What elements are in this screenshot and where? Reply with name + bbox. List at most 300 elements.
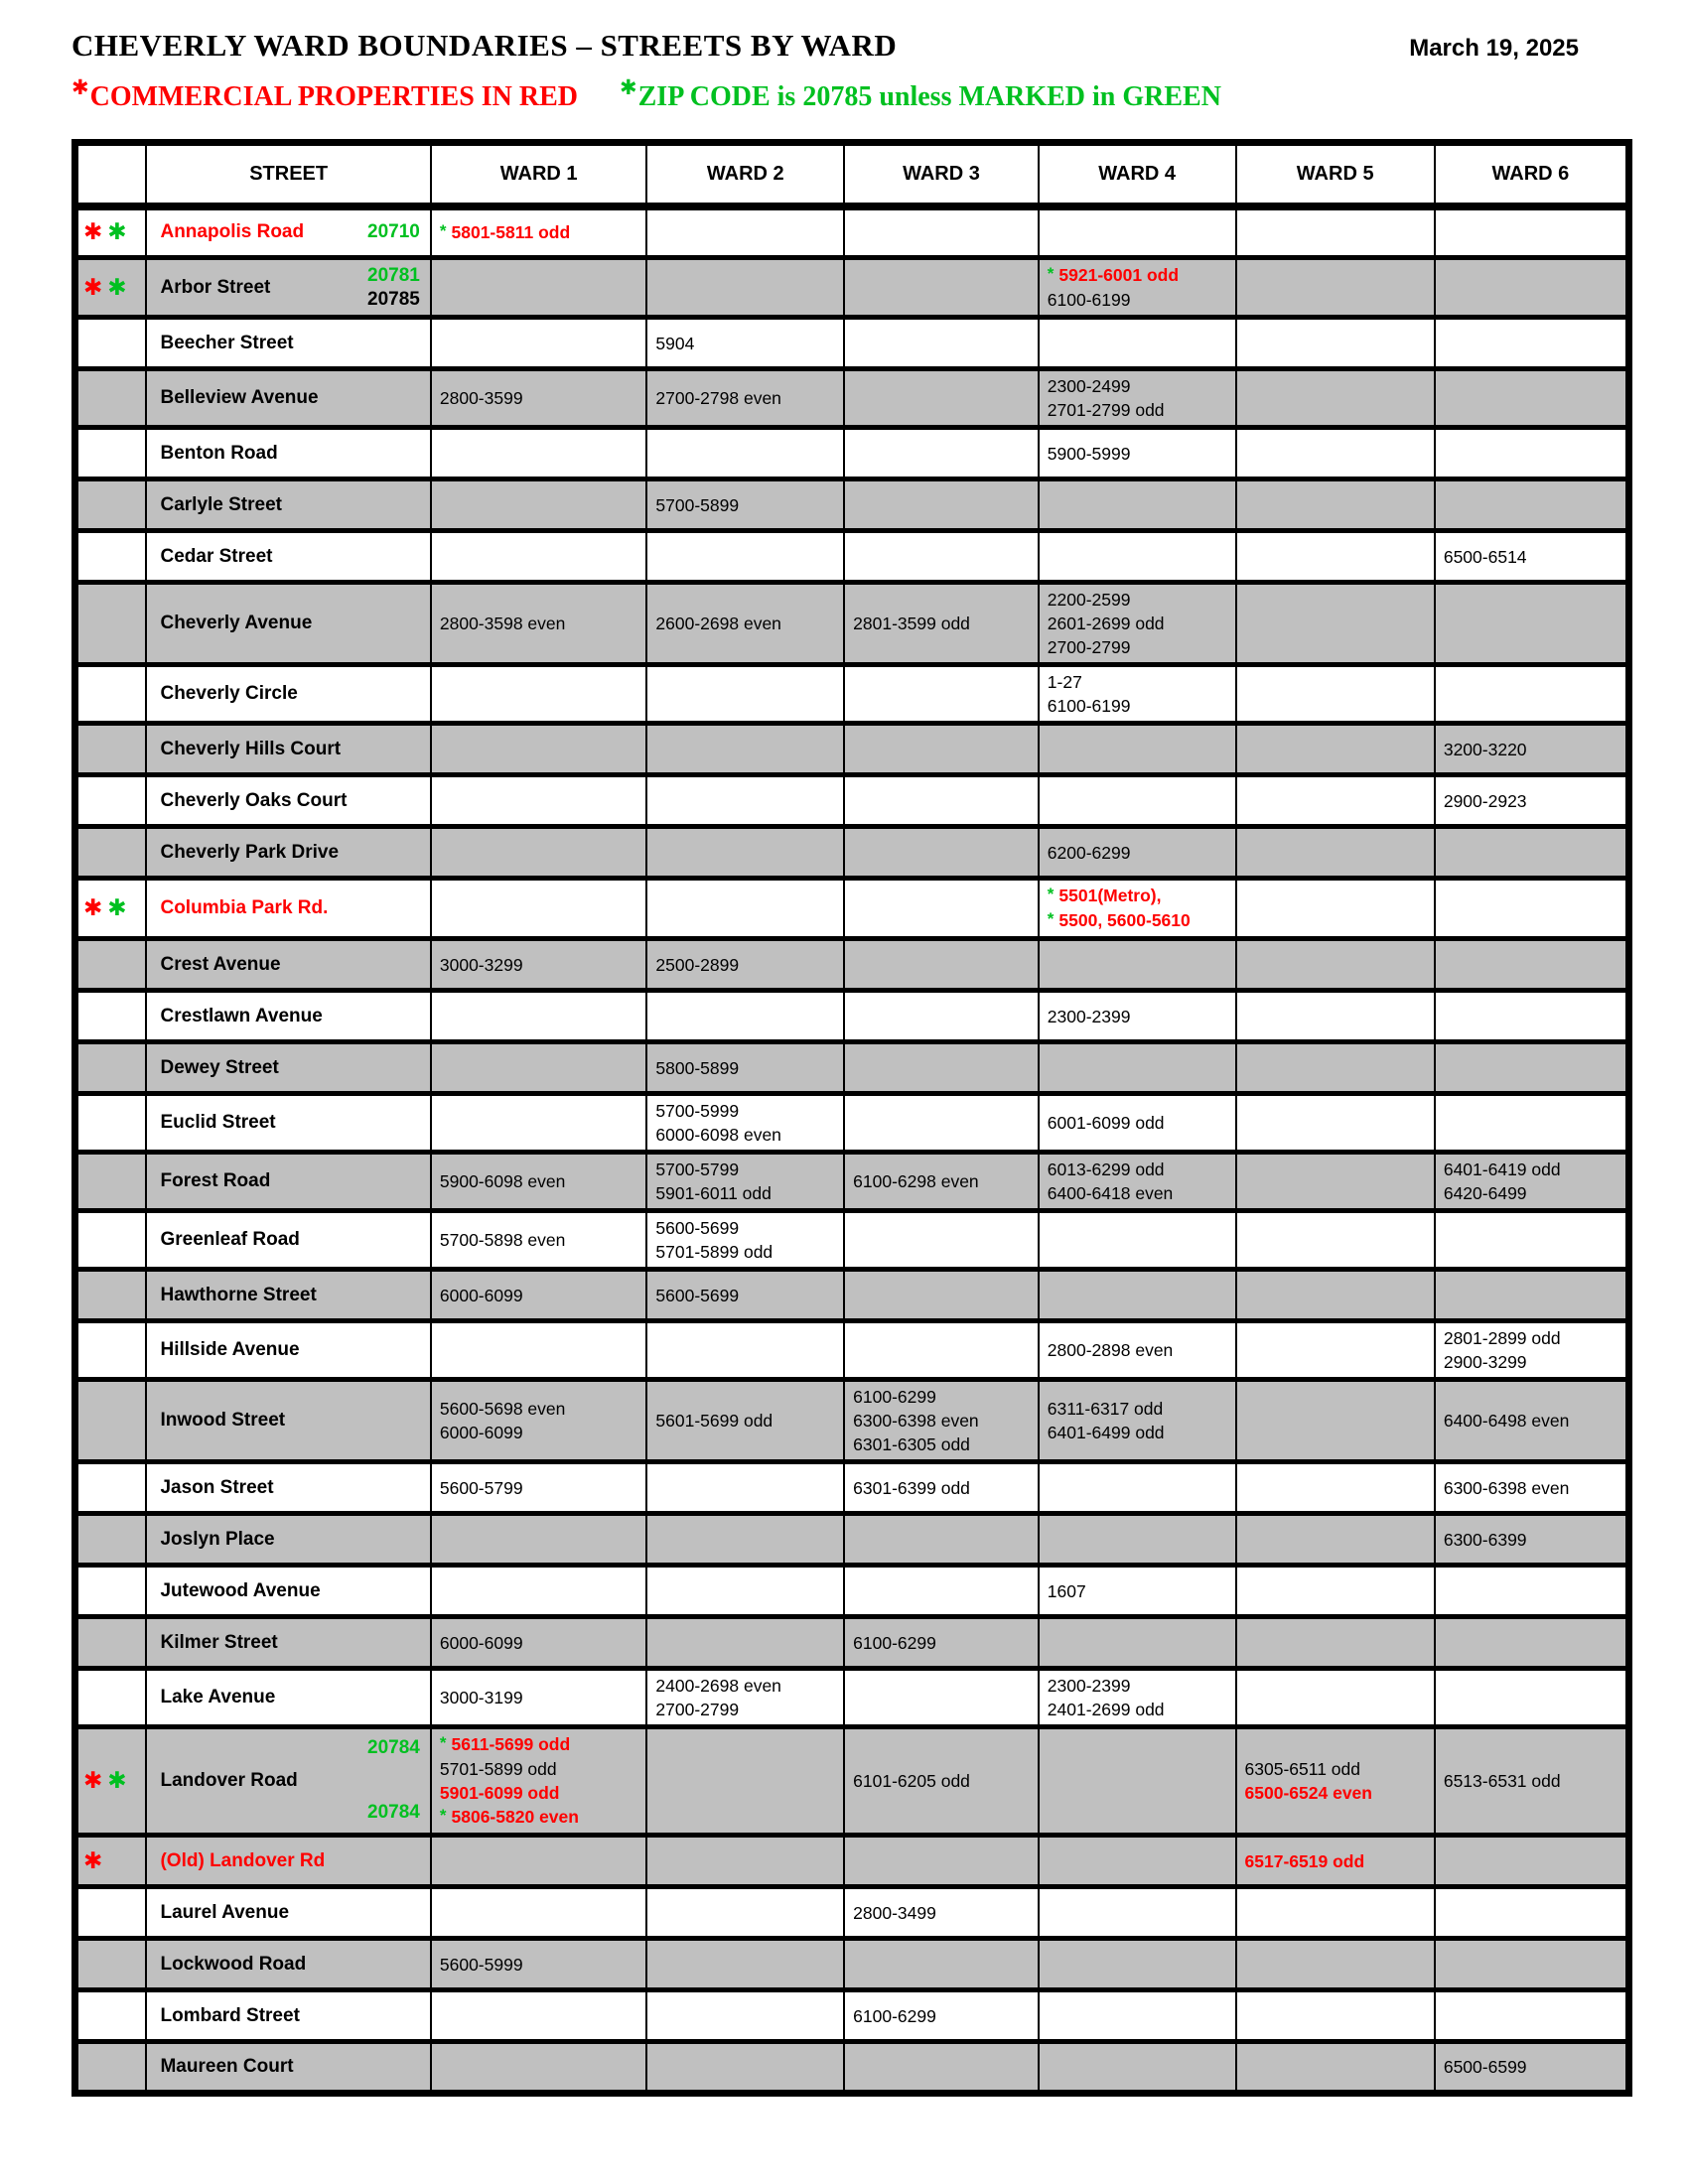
address-range-text: 2800-3598 even [439, 614, 566, 633]
street-cell-content [160, 1057, 419, 1079]
address-range-text: 6101-6205 odd [853, 1771, 970, 1791]
street-cell-content [160, 546, 419, 568]
ward-6-cell [1435, 1153, 1629, 1211]
address-range [1444, 2055, 1618, 2079]
ward-4-cell [1039, 1939, 1236, 1990]
address-range-text: 6000-6098 even [655, 1125, 781, 1145]
ward-1-cell [431, 2042, 647, 2094]
table-row [75, 369, 1629, 428]
street-cell [146, 583, 430, 665]
street-cell [146, 665, 430, 724]
zip-star-icon: ✱ [107, 1768, 127, 1794]
street-cell-content [160, 220, 419, 244]
ward-6-cell [1435, 1939, 1629, 1990]
street-name: Cheverly Park Drive [160, 841, 340, 863]
table-row [75, 1094, 1629, 1153]
ward-2-cell [646, 2042, 844, 2094]
row-flags-cell [75, 724, 147, 775]
row-flags-cell [75, 583, 147, 665]
address-range [1048, 1698, 1227, 1721]
commercial-star-icon: ✱ [71, 75, 89, 99]
row-flags-cell [75, 1321, 147, 1380]
street-name: Lake Avenue [160, 1687, 276, 1707]
street-name: Joslyn Place [160, 1528, 275, 1550]
header-ward-2: WARD 2 [646, 143, 844, 206]
address-range [440, 1284, 638, 1307]
ward-1-cell [431, 1042, 647, 1094]
address-range [1048, 374, 1227, 398]
address-range [853, 1476, 1030, 1500]
table-row [75, 1727, 1629, 1836]
address-range-text: 2401-2699 odd [1047, 1700, 1165, 1719]
address-range [655, 1674, 835, 1698]
table-row [75, 939, 1629, 991]
address-range [655, 386, 835, 410]
ward-1-cell [431, 991, 647, 1042]
ward-4-cell [1039, 1211, 1236, 1270]
address-range-text: 2700-2799 [1047, 637, 1131, 657]
address-range [1048, 841, 1227, 865]
row-flags-cell [75, 531, 147, 583]
ward-5-cell [1236, 318, 1435, 369]
ward-1-cell [431, 428, 647, 479]
ward-4-cell [1039, 991, 1236, 1042]
street-name-line [160, 1770, 419, 1792]
row-flags-cell [75, 827, 147, 879]
address-range-text: 6301-6305 odd [853, 1434, 970, 1454]
address-range-text: 6300-6398 even [1443, 1477, 1570, 1498]
table-row [75, 775, 1629, 827]
address-range [440, 1953, 638, 1977]
zip-code-top [160, 1736, 419, 1761]
ward-4-cell [1039, 1153, 1236, 1211]
commercial-zip-star-icon: * [1047, 885, 1055, 903]
street-cell-content [160, 1687, 419, 1708]
address-range [655, 612, 835, 635]
address-range-text: 2900-3299 [1443, 1352, 1527, 1372]
street-cell-content [160, 954, 419, 976]
ward-4-cell [1039, 1669, 1236, 1727]
ward-2-cell [646, 775, 844, 827]
street-name: (Old) Landover Rd [160, 1849, 326, 1871]
street-name: Carlyle Street [160, 493, 282, 515]
address-range-text: 6500-6514 [1443, 546, 1527, 567]
ward-5-cell [1236, 1270, 1435, 1321]
ward-2-cell [646, 531, 844, 583]
row-flags-cell [75, 1887, 147, 1939]
street-cell [146, 1042, 430, 1094]
address-range-text: 5700-5898 even [439, 1230, 566, 1250]
address-range [440, 1781, 638, 1805]
ward-6-cell [1435, 206, 1629, 258]
row-flags-cell [75, 1211, 147, 1270]
row-flags-cell [75, 1153, 147, 1211]
table-row [75, 1321, 1629, 1380]
table-row [75, 206, 1629, 258]
row-flags-cell [75, 258, 147, 318]
ward-2-cell [646, 369, 844, 428]
street-cell [146, 1380, 430, 1462]
address-range [440, 386, 638, 410]
address-range-text: 5700-5799 [655, 1160, 740, 1179]
address-range [853, 1631, 1030, 1655]
address-range [853, 1901, 1030, 1925]
address-range-text: 2800-3599 [439, 388, 523, 408]
ward-2-cell [646, 206, 844, 258]
ward-4-cell [1039, 1514, 1236, 1566]
ward-5-cell [1236, 258, 1435, 318]
ward-3-cell [844, 1211, 1039, 1270]
street-cell [146, 531, 430, 583]
ward-3-cell [844, 1514, 1039, 1566]
ward-1-cell [431, 939, 647, 991]
ward-3-cell [844, 1617, 1039, 1669]
address-range [1444, 1769, 1618, 1793]
ward-1-cell [431, 1939, 647, 1990]
ward-1-cell [431, 206, 647, 258]
ward-4-cell [1039, 1042, 1236, 1094]
ward-2-cell [646, 1270, 844, 1321]
street-cell-content [160, 1229, 419, 1251]
ward-1-cell [431, 1153, 647, 1211]
ward-6-cell [1435, 827, 1629, 879]
street-cell-content [160, 1580, 419, 1602]
ward-2-cell [646, 724, 844, 775]
address-range [1245, 1757, 1426, 1781]
ward-4-cell [1039, 1321, 1236, 1380]
table-row [75, 991, 1629, 1042]
ward-1-cell [431, 1617, 647, 1669]
ward-3-cell [844, 1887, 1039, 1939]
ward-3-cell [844, 1836, 1039, 1887]
address-range [440, 1757, 638, 1781]
table-row [75, 531, 1629, 583]
street-cell [146, 1836, 430, 1887]
ward-2-cell [646, 665, 844, 724]
commercial-star-icon: ✱ [83, 1847, 103, 1874]
ward-6-cell [1435, 1321, 1629, 1380]
ward-4-cell [1039, 724, 1236, 775]
ward-5-cell [1236, 1462, 1435, 1514]
ward-5-cell [1236, 1939, 1435, 1990]
street-name: Dewey Street [160, 1056, 279, 1078]
ward-5-cell [1236, 1617, 1435, 1669]
table-body [75, 206, 1629, 2094]
address-range [1444, 738, 1618, 761]
address-range-text: 2800-3499 [853, 1902, 936, 1923]
ward-4-cell [1039, 1380, 1236, 1462]
address-range-text: 6500-6599 [1443, 2057, 1527, 2077]
street-cell [146, 991, 430, 1042]
ward-1-cell [431, 369, 647, 428]
ward-5-cell [1236, 827, 1435, 879]
street-cell [146, 827, 430, 879]
ward-2-cell [646, 939, 844, 991]
row-flags-cell [75, 775, 147, 827]
address-range-text: 6100-6199 [1047, 290, 1131, 310]
ward-2-cell [646, 1727, 844, 1836]
address-range [1048, 1111, 1227, 1135]
ward-6-cell [1435, 1566, 1629, 1617]
street-cell [146, 775, 430, 827]
address-range [1444, 789, 1618, 813]
ward-4-cell [1039, 1990, 1236, 2042]
address-range [655, 1284, 835, 1307]
zip-star-icon: ✱ [107, 219, 127, 246]
ward-4-cell [1039, 206, 1236, 258]
ward-4-cell [1039, 665, 1236, 724]
ward-1-cell [431, 1887, 647, 1939]
row-flags-cell [75, 1380, 147, 1462]
address-range-text: 1-27 [1047, 672, 1082, 692]
street-name: Jason Street [160, 1476, 274, 1498]
address-range [1048, 442, 1227, 466]
address-range-text: 5600-5699 [655, 1285, 740, 1305]
address-range-text: 6400-6418 even [1047, 1183, 1174, 1203]
street-cell-content [160, 1632, 419, 1654]
street-name: Euclid Street [160, 1112, 276, 1133]
ward-3-cell [844, 2042, 1039, 2094]
street-cell-content [160, 387, 419, 409]
row-flags-cell [75, 428, 147, 479]
legend-zipcode [620, 75, 1221, 112]
ward-3-cell [844, 1462, 1039, 1514]
address-range-text: 5921-6001 odd [1058, 265, 1180, 285]
address-range-text: 2601-2699 odd [1047, 614, 1165, 633]
address-range [1048, 670, 1227, 694]
table-row [75, 258, 1629, 318]
address-range [655, 332, 835, 355]
address-range [1048, 1397, 1227, 1421]
ward-6-cell [1435, 1211, 1629, 1270]
ward-3-cell [844, 369, 1039, 428]
street-name: Cheverly Avenue [160, 613, 313, 633]
table-row [75, 1836, 1629, 1887]
ward-2-cell [646, 1042, 844, 1094]
street-cell [146, 879, 430, 939]
address-range-text: 6301-6399 odd [853, 1477, 970, 1498]
table-row [75, 1380, 1629, 1462]
address-range-text: 5611-5699 odd [451, 1734, 571, 1754]
row-flags-cell [75, 206, 147, 258]
street-cell-content [160, 443, 419, 465]
ward-3-cell [844, 531, 1039, 583]
ward-4-cell [1039, 318, 1236, 369]
address-range [1048, 398, 1227, 422]
address-range-text: 6000-6099 [439, 1423, 523, 1442]
row-flags-cell [75, 1094, 147, 1153]
address-range [440, 1686, 638, 1709]
row-flags-cell [75, 1617, 147, 1669]
street-name: Cheverly Circle [160, 683, 298, 704]
address-range-text: 2300-2399 [1047, 1006, 1131, 1026]
address-range-text: 6000-6099 [439, 1285, 523, 1305]
street-cell-content [160, 1954, 419, 1976]
ward-5-cell [1236, 428, 1435, 479]
address-range-text: 5501(Metro), [1058, 886, 1162, 905]
address-range [655, 953, 835, 977]
row-flags-cell [75, 1939, 147, 1990]
table-row [75, 479, 1629, 531]
address-range-text: 2300-2399 [1047, 1676, 1131, 1696]
ward-6-cell [1435, 428, 1629, 479]
ward-6-cell [1435, 1514, 1629, 1566]
ward-6-cell [1435, 531, 1629, 583]
street-cell-content [160, 333, 419, 354]
address-range-text: 6401-6419 odd [1443, 1160, 1561, 1179]
ward-2-cell [646, 1094, 844, 1153]
ward-3-cell [844, 1094, 1039, 1153]
street-cell [146, 1270, 430, 1321]
zip-code: 20784 [367, 1802, 420, 1823]
address-range [1048, 908, 1227, 933]
address-range [853, 1385, 1030, 1409]
ward-2-cell [646, 1321, 844, 1380]
table-row [75, 1617, 1629, 1669]
address-range [1048, 588, 1227, 612]
ward-1-cell [431, 1211, 647, 1270]
ward-5-cell [1236, 531, 1435, 583]
ward-1-cell [431, 1669, 647, 1727]
address-range-text: 6001-6099 odd [1047, 1113, 1165, 1133]
ward-3-cell [844, 479, 1039, 531]
address-range [1444, 1528, 1618, 1552]
ward-6-cell [1435, 1617, 1629, 1669]
address-range [655, 1123, 835, 1147]
ward-5-cell [1236, 775, 1435, 827]
header-ward-6: WARD 6 [1435, 143, 1629, 206]
row-flags-cell [75, 1462, 147, 1514]
address-range-text: 6100-6299 [853, 1632, 936, 1653]
ward-3-cell [844, 318, 1039, 369]
ward-5-cell [1236, 879, 1435, 939]
address-range [853, 612, 1030, 635]
street-name: Cheverly Oaks Court [160, 789, 348, 811]
ward-5-cell [1236, 1211, 1435, 1270]
ward-3-cell [844, 1566, 1039, 1617]
table-row [75, 724, 1629, 775]
address-range [440, 953, 638, 977]
address-range [1444, 1158, 1618, 1181]
row-flags-cell [75, 2042, 147, 2094]
row-flags-cell [75, 991, 147, 1042]
address-range [440, 1169, 638, 1193]
table-row [75, 827, 1629, 879]
ward-2-cell [646, 1939, 844, 1990]
ward-4-cell [1039, 827, 1236, 879]
address-range [440, 1397, 638, 1421]
street-cell [146, 479, 430, 531]
street-name: Forest Road [160, 1170, 271, 1191]
row-flags-cell [75, 479, 147, 531]
address-range-text: 5901-6011 odd [655, 1183, 772, 1203]
ward-2-cell [646, 583, 844, 665]
commercial-star-icon: ✱ [83, 1768, 103, 1794]
address-range-text: 6300-6398 even [853, 1411, 979, 1431]
commercial-zip-star-icon: * [1047, 264, 1055, 283]
ward-3-cell [844, 583, 1039, 665]
address-range [440, 1476, 638, 1500]
address-range-text: 6100-6299 [853, 1387, 936, 1407]
ward-4-cell [1039, 1887, 1236, 1939]
row-flags-cell [75, 1042, 147, 1094]
address-range [1444, 1326, 1618, 1350]
address-range-text: 2700-2798 even [655, 388, 781, 408]
address-range-text: 5500, 5600-5610 [1058, 910, 1191, 930]
ward-1-cell [431, 665, 647, 724]
street-cell [146, 1617, 430, 1669]
address-range [1048, 1421, 1227, 1444]
address-range [1245, 1781, 1426, 1805]
header-ward-4: WARD 4 [1039, 143, 1236, 206]
zip-code: 20785 [367, 288, 420, 310]
ward-1-cell [431, 1270, 647, 1321]
ward-6-cell [1435, 1380, 1629, 1462]
ward-6-cell [1435, 1669, 1629, 1727]
street-name: Cheverly Hills Court [160, 738, 342, 759]
ward-2-cell [646, 1153, 844, 1211]
header-ward-3: WARD 3 [844, 143, 1039, 206]
ward-3-cell [844, 1042, 1039, 1094]
address-range-text: 5904 [655, 333, 695, 353]
street-cell-content [160, 1529, 419, 1551]
address-range-text: 5700-5999 [655, 1101, 740, 1121]
address-range [1048, 612, 1227, 635]
street-cell-content [160, 790, 419, 812]
street-cell-content [160, 1850, 419, 1872]
ward-5-cell [1236, 1042, 1435, 1094]
commercial-star-icon: ✱ [83, 219, 103, 246]
address-range-text: 6305-6511 odd [1244, 1759, 1360, 1779]
ward-1-cell [431, 724, 647, 775]
street-name: Hawthorne Street [160, 1284, 317, 1305]
ward-6-cell [1435, 1836, 1629, 1887]
ward-2-cell [646, 827, 844, 879]
ward-4-cell [1039, 531, 1236, 583]
ward-5-cell [1236, 1669, 1435, 1727]
street-name: Jutewood Avenue [160, 1579, 321, 1601]
address-range-text: 5601-5699 odd [655, 1411, 774, 1431]
address-range [440, 612, 638, 635]
address-range [1048, 288, 1227, 312]
street-cell-content [160, 2005, 419, 2027]
row-flags-cell [75, 369, 147, 428]
ward-2-cell [646, 1462, 844, 1514]
street-cell-content [160, 1006, 419, 1027]
ward-4-cell [1039, 1094, 1236, 1153]
table-row [75, 879, 1629, 939]
row-flags-cell [75, 1990, 147, 2042]
street-name: Annapolis Road [160, 221, 305, 243]
ward-3-cell [844, 1990, 1039, 2042]
address-range-text: 2701-2799 odd [1047, 400, 1165, 420]
address-range [1444, 1476, 1618, 1500]
ward-6-cell [1435, 479, 1629, 531]
ward-5-cell [1236, 991, 1435, 1042]
address-range [853, 1433, 1030, 1456]
address-range-text: 2200-2599 [1047, 590, 1131, 610]
ward-5-cell [1236, 369, 1435, 428]
street-name: Columbia Park Rd. [160, 897, 329, 918]
ward-1-cell [431, 1321, 647, 1380]
address-range [655, 493, 835, 517]
street-cell-content [160, 1170, 419, 1192]
ward-1-cell [431, 1566, 647, 1617]
street-cell [146, 1566, 430, 1617]
street-cell-content [160, 613, 419, 634]
ward-6-cell [1435, 879, 1629, 939]
ward-6-cell [1435, 258, 1629, 318]
